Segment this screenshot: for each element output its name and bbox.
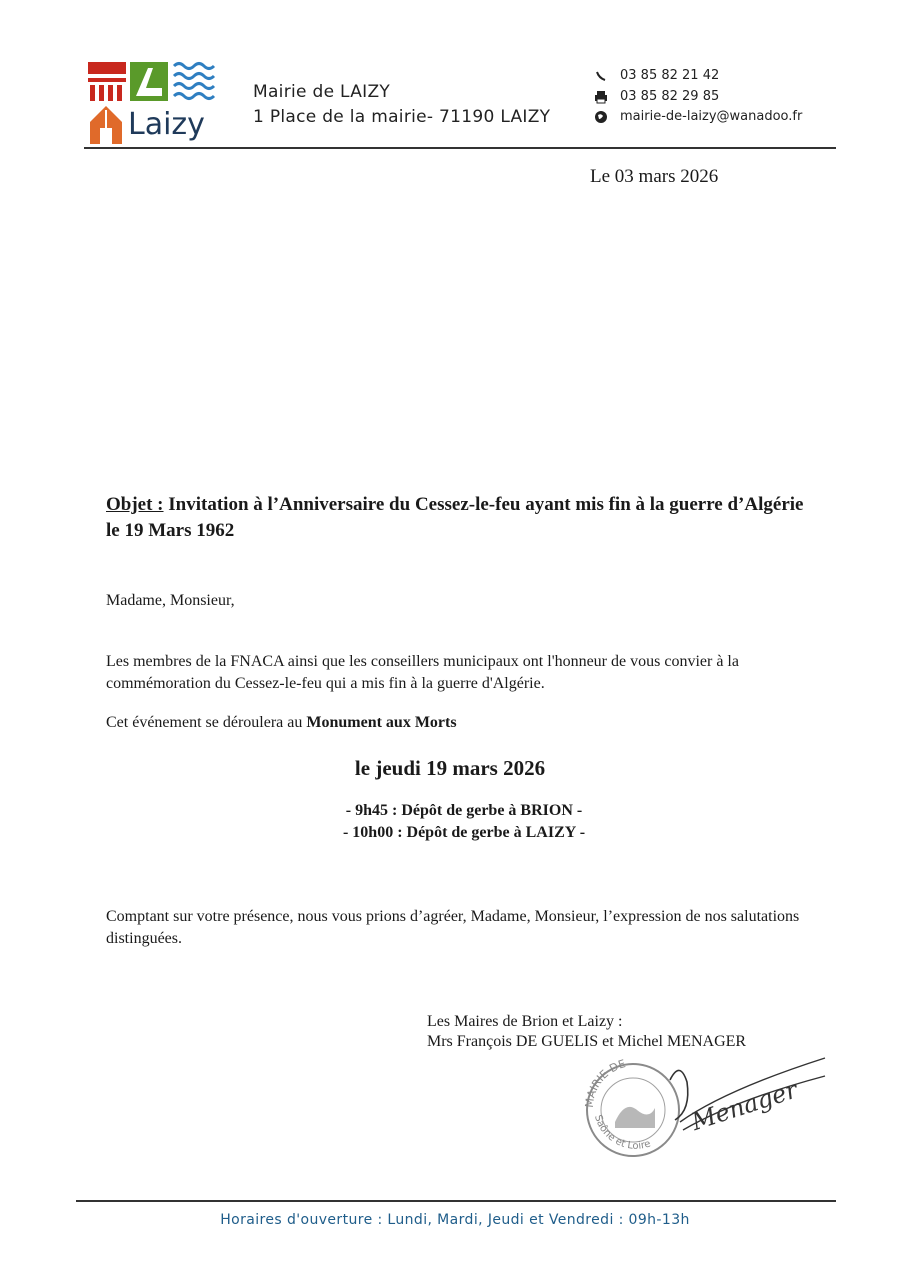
subject-text: Invitation à l’Anniversaire du Cessez-le-feu ayant mis fin à la guerre d’Algérie le 19 Mars 1962 [106, 494, 804, 541]
mairie-address: 1 Place de la mairie- 71190 LAIZY [253, 107, 551, 127]
schedule-item: - 9h45 : Dépôt de gerbe à BRION - [345, 802, 583, 819]
signature-title: Les Maires de Brion et Laizy : [427, 1013, 623, 1030]
globe-icon [594, 110, 608, 124]
schedule-item: - 10h00 : Dépôt de gerbe à LAIZY - [342, 824, 586, 841]
header-divider [84, 147, 836, 149]
greeting: Madame, Monsieur, [106, 592, 235, 609]
paragraph-invitation: Les membres de la FNACA ainsi que les conseillers municipaux ont l'honneur de vous convier à la commémoration du Cessez-le-feu qui a mis fin à la guerre d'Algérie. [106, 653, 739, 692]
contact-phone [594, 68, 719, 83]
opening-hours: Horaires d'ouverture : Lundi, Mardi, Jeudi et Vendredi : 09h-13h [220, 1212, 690, 1228]
letter-subject [106, 492, 816, 544]
mairie-name: Mairie de LAIZY [253, 82, 391, 102]
location-place: Monument aux Morts [306, 714, 457, 731]
subject-label: Objet : [106, 494, 164, 515]
official-stamp-signature [575, 1050, 835, 1168]
paragraph-location [106, 712, 816, 734]
signature-names: Mrs François DE GUELIS et Michel MENAGER [427, 1033, 747, 1050]
mairie-logo [86, 60, 216, 148]
stamp-top-text: MAIRIE DE [582, 1057, 627, 1109]
email-address: mairie-de-laizy@wanadoo.fr [620, 109, 803, 124]
fax-number: 03 85 82 29 85 [620, 89, 720, 104]
phone-icon [594, 69, 608, 83]
paragraph-closing: Comptant sur votre présence, nous vous prions d’agréer, Madame, Monsieur, l’expression de nos salutations distinguées. [106, 908, 800, 947]
event-date: le jeudi 19 mars 2026 [354, 756, 546, 780]
phone-number: 03 85 82 21 42 [620, 68, 720, 83]
fax-icon [594, 90, 608, 104]
footer-divider [76, 1200, 836, 1202]
logo-text: Laizy [128, 107, 205, 142]
location-prefix: Cet événement se déroulera au [106, 714, 303, 731]
contact-email [594, 109, 802, 124]
letter-date: Le 03 mars 2026 [590, 166, 719, 187]
contact-fax [594, 89, 719, 104]
handwritten-signature: Menager [688, 1075, 801, 1137]
stamp-bottom-text: Saône et Loire [591, 1113, 653, 1152]
